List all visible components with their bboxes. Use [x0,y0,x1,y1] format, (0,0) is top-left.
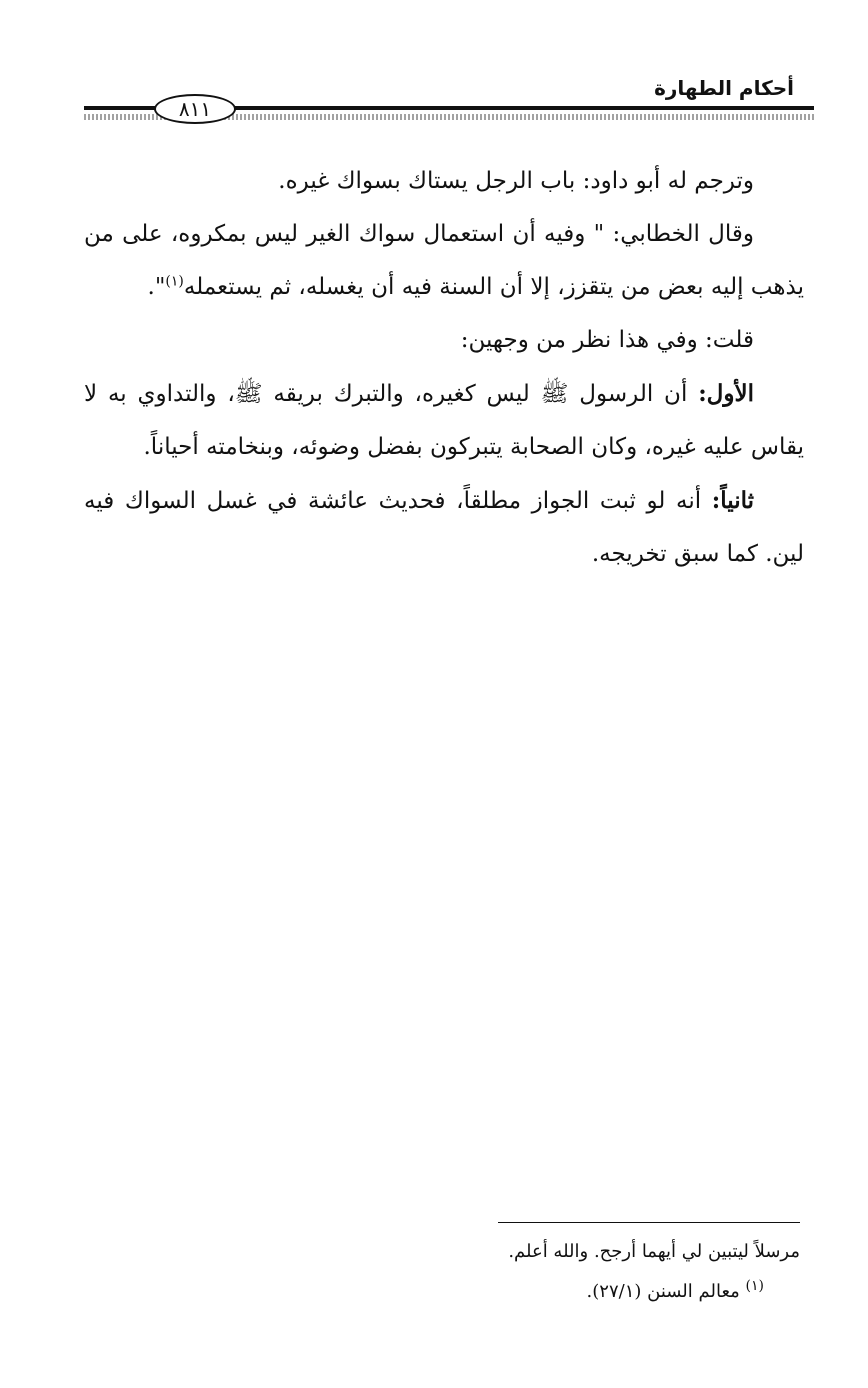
first-point-text: أن الرسول ﷺ ليس كغيره، والتبرك بريقه ﷺ، والتداوي به لا يقاس عليه غيره، وكان الصحابة يتبركون بفضل وضوئه، وبنخامته أحياناً. [84,381,804,460]
footnote-ref-1: (١) [165,273,184,290]
first-point-label: الأول: [698,380,755,407]
second-point-text: أنه لو ثبت الجواز مطلقاً، فحديث عائشة في غسل السواك فيه لين. كما سبق تخريجه. [84,488,804,567]
book-title: أحكام الطهارة [654,76,794,100]
paragraph-2 [84,208,804,314]
page-header [84,70,814,130]
footnote-separator [498,1222,800,1223]
paragraph-1: وترجم له أبو داود: باب الرجل يستاك بسواك غيره. [278,168,754,194]
paragraph-5 [84,474,804,581]
footnote-carryover: مرسلاً ليتبين لي أيهما أرجح. والله أعلم. [508,1241,800,1262]
paragraph-3: قلت: وفي هذا نظر من وجهين: [460,327,754,353]
main-text [84,155,804,581]
second-point-label: ثانياً: [711,487,755,514]
footnotes [420,1232,800,1312]
footnote-1-text: معالم السنن (٢٧/١). [586,1281,740,1302]
header-rule-left [84,106,164,110]
footnote-1 [420,1272,800,1312]
paragraph-2-end: ". [147,274,166,300]
paragraph-4 [84,367,804,474]
header-rule [224,106,814,110]
page-number: ٨١١ [154,94,236,124]
paragraph-2-text: وقال الخطابي: " وفيه أن استعمال سواك الغير ليس بمكروه، على من يذهب إليه بعض من يتقزز، إلا أن السنة فيه أن يغسله، ثم يستعمله [84,221,804,300]
footnote-1-marker: (١) [745,1278,764,1294]
